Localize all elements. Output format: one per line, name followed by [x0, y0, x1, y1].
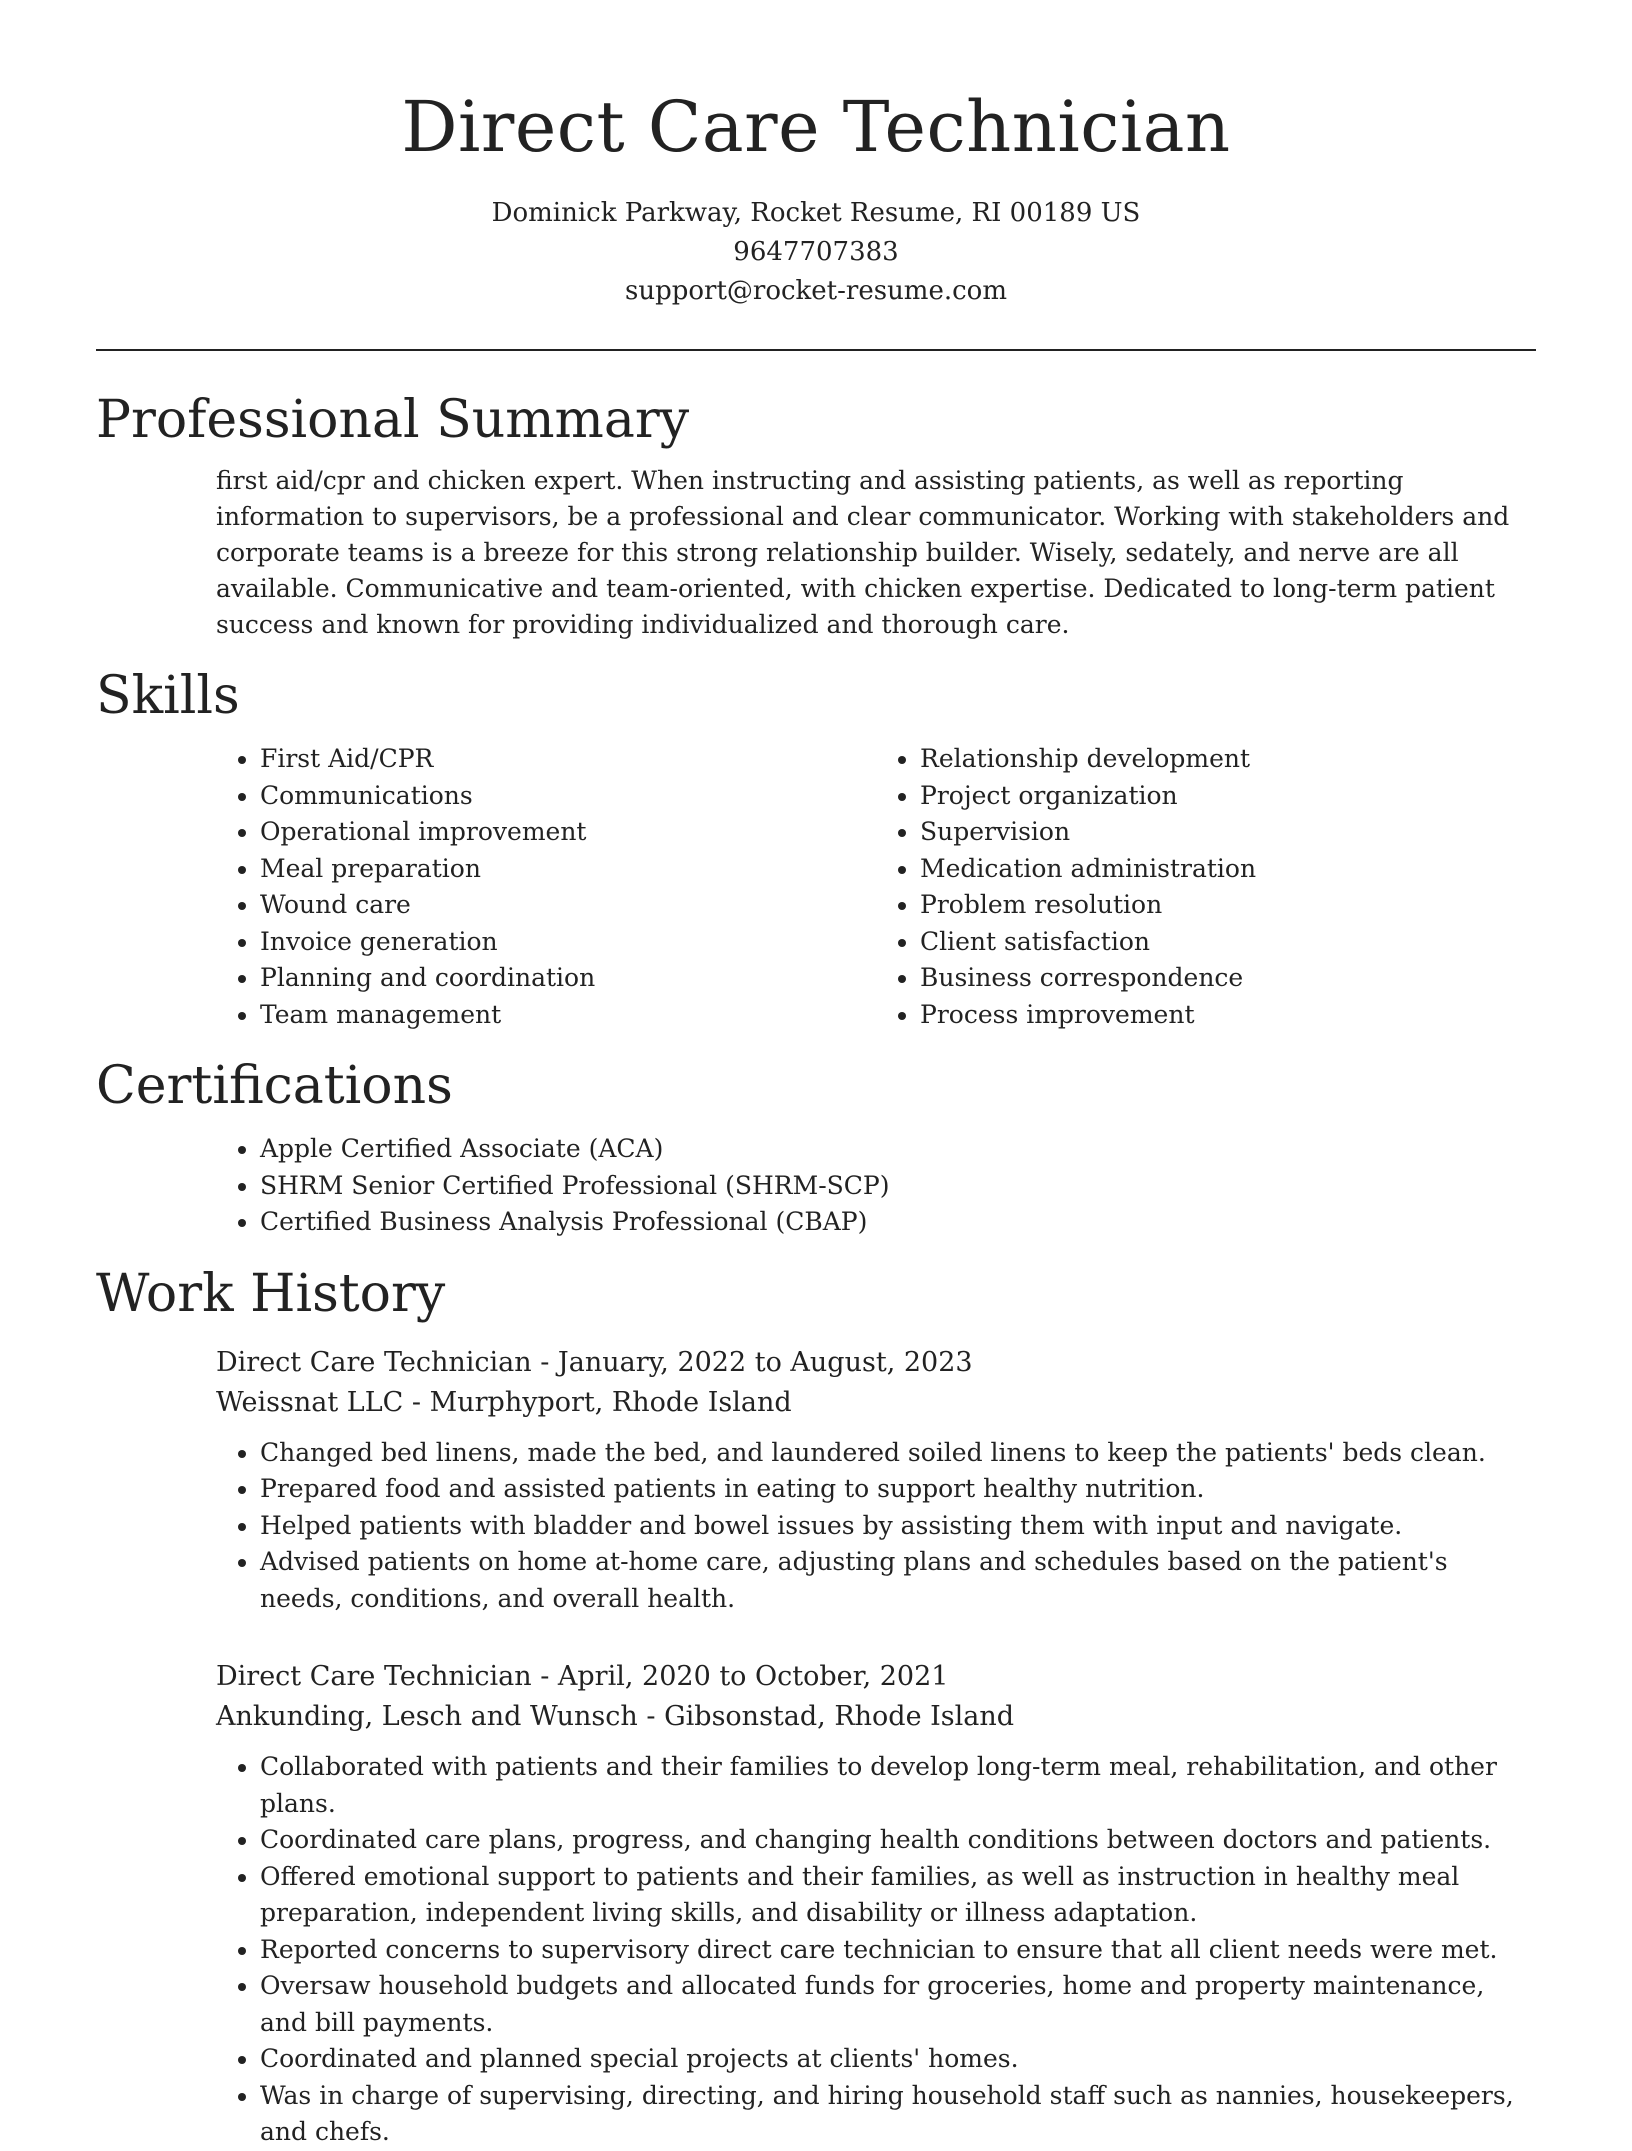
skills-list-left	[216, 741, 876, 1033]
job-company-line: Ankunding, Lesch and Wunsch - Gibsonstad, Rhode Island	[216, 1701, 1015, 1732]
job-duty: • Collaborated with patients and their families to develop long-term meal, rehabilitation, and other plans.	[260, 1749, 1536, 1822]
certifications-block	[96, 1131, 1536, 1241]
job-entry	[96, 1657, 1536, 2151]
job-title-line: Direct Care Technician - January, 2022 to August, 2023	[216, 1346, 973, 1378]
email-address: support@rocket-resume.com	[624, 276, 1007, 306]
skill-item: • Project organization	[920, 778, 1536, 815]
skill-item: • Supervision	[920, 814, 1536, 851]
skill-item: • Business correspondence	[920, 960, 1536, 997]
skill-item: • Medication administration	[920, 851, 1536, 888]
certification-item: • Apple Certified Associate (ACA)	[260, 1131, 1536, 1168]
phone-number: 9647707383	[733, 237, 899, 267]
skill-item: • Meal preparation	[260, 851, 876, 888]
certifications-heading: Certifications	[96, 1056, 453, 1116]
skill-item: • Problem resolution	[920, 887, 1536, 924]
candidate-name: Direct Care Technician	[401, 86, 1231, 168]
skill-item: • Communications	[260, 778, 876, 815]
job-duty: • Oversaw household budgets and allocated funds for groceries, home and property maintenance, and bill payments.	[260, 1968, 1536, 2041]
job-duties-list	[216, 1749, 1536, 2151]
skills-heading: Skills	[96, 666, 240, 726]
contact-info	[96, 194, 1536, 311]
job-duty: • Prepared food and assisted patients in eating to support healthy nutrition.	[260, 1471, 1536, 1508]
certifications-list	[216, 1131, 1536, 1241]
job-title-line: Direct Care Technician - April, 2020 to October, 2021	[216, 1661, 949, 1692]
summary-section	[96, 389, 1536, 643]
skill-item: • Planning and coordination	[260, 960, 876, 997]
certification-item: • SHRM Senior Certified Professional (SHRM-SCP)	[260, 1168, 1536, 1205]
job-duty: • Coordinated care plans, progress, and changing health conditions between doctors and patients.	[260, 1822, 1536, 1859]
summary-text: first aid/cpr and chicken expert. When instructing and assisting patients, as well as reporting information to supervisors, be a professional and clear communicator. Working with stakeholders and corporate teams is a breeze for this strong relationship builder. Wisely, sedately, and nerve are all available. Communicative and team-oriented, with chicken expertise. Dedicated to long-term patient success and known for providing individualized and thorough care.	[216, 466, 1510, 639]
job-duty: • Changed bed linens, made the bed, and laundered soiled linens to keep the patients' beds clean.	[260, 1435, 1536, 1472]
work-history-section	[96, 1263, 1536, 2151]
job-company-line: Weissnat LLC - Murphyport, Rhode Island	[216, 1386, 792, 1418]
job-duty: • Helped patients with bladder and bowel issues by assisting them with input and navigate.	[260, 1508, 1536, 1545]
resume-header	[96, 86, 1536, 311]
job-duty: • Offered emotional support to patients and their families, as well as instruction in healthy meal preparation, independent living skills, and disability or illness adaptation.	[260, 1859, 1536, 1932]
skills-list-right	[876, 741, 1536, 1033]
work-history-heading: Work History	[96, 1263, 446, 1324]
skill-item: • Invoice generation	[260, 924, 876, 961]
job-duty: • Was in charge of supervising, directing, and hiring household staff such as nannies, housekeepers, and chefs.	[260, 2078, 1536, 2151]
skill-item: • Relationship development	[920, 741, 1536, 778]
skills-columns	[96, 741, 1536, 1033]
address: Dominick Parkway, Rocket Resume, RI 00189 US	[491, 198, 1141, 228]
skill-item: • Process improvement	[920, 997, 1536, 1034]
skill-item: • Operational improvement	[260, 814, 876, 851]
job-entry	[96, 1343, 1536, 1618]
job-duty: • Advised patients on home at-home care, adjusting plans and schedules based on the patient's needs, conditions, and overall health.	[260, 1544, 1536, 1617]
certifications-section	[96, 1055, 1536, 1241]
skill-item: • Wound care	[260, 887, 876, 924]
skill-item: • Client satisfaction	[920, 924, 1536, 961]
skill-item: • Team management	[260, 997, 876, 1034]
job-duty: • Reported concerns to supervisory direct care technician to ensure that all client needs were met.	[260, 1932, 1536, 1969]
skills-section	[96, 665, 1536, 1033]
job-duties-list	[216, 1435, 1536, 1618]
skill-item: • First Aid/CPR	[260, 741, 876, 778]
certification-item: • Certified Business Analysis Professional (CBAP)	[260, 1204, 1536, 1241]
job-duty: • Coordinated and planned special projects at clients' homes.	[260, 2041, 1536, 2078]
summary-heading: Professional Summary	[96, 390, 690, 450]
header-divider	[96, 349, 1536, 351]
